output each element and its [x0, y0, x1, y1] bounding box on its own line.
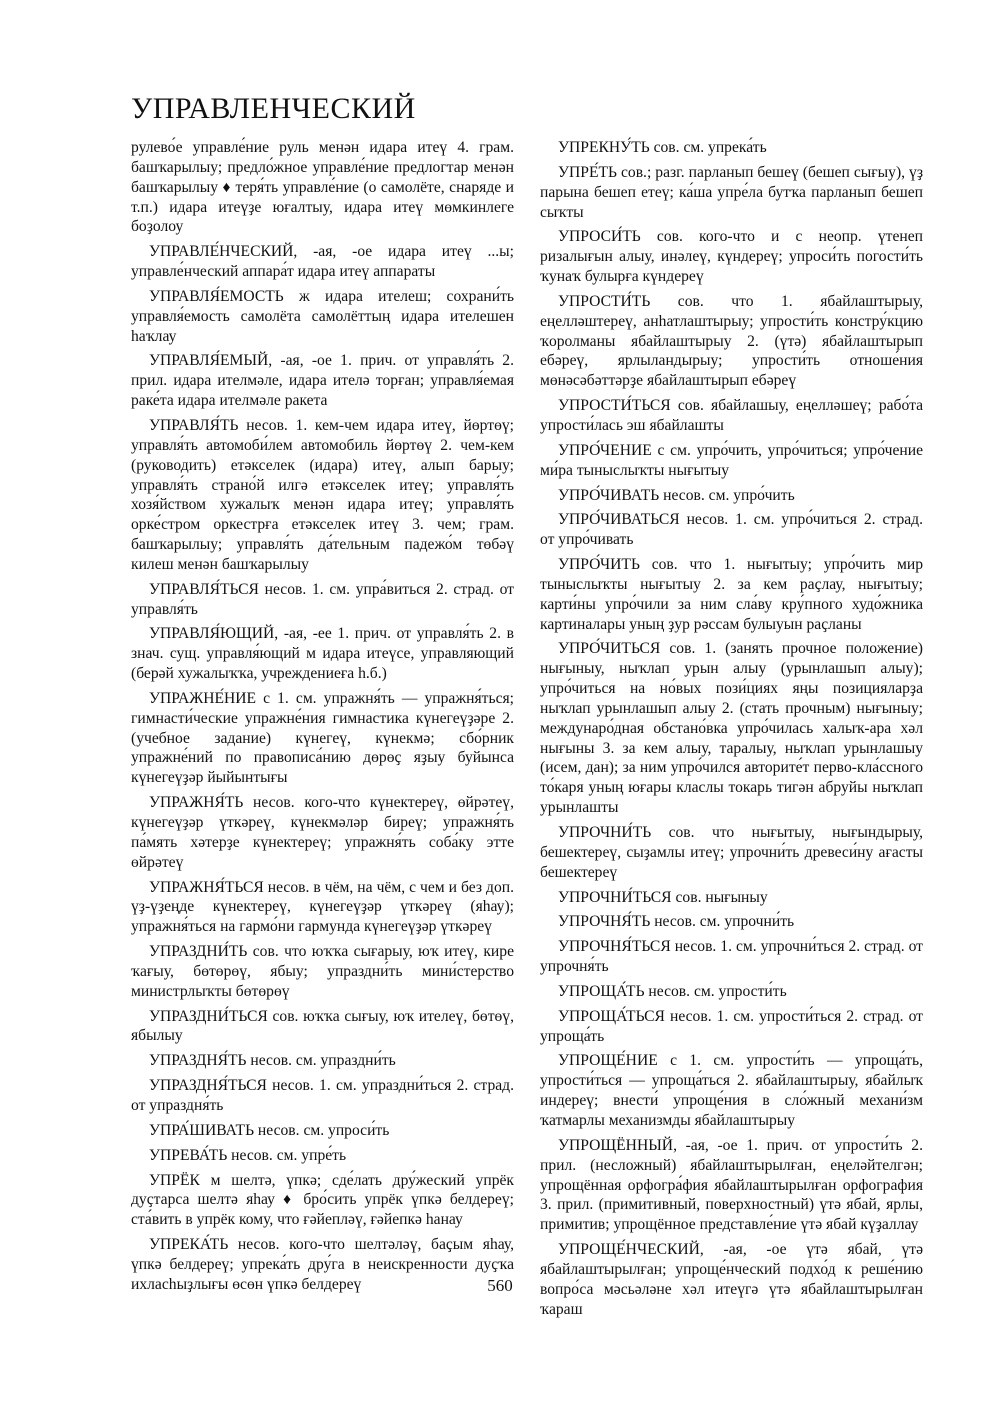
dictionary-entry: УПРА́ШИВАТЬ несов. см. упроси́ть — [149, 1121, 390, 1139]
dictionary-entry: УПРОЧНЯ́ТЬСЯ несов. 1. см. упрочни́ться 2. страд. от упрочня́ть — [540, 938, 923, 976]
dictionary-entry: УПРОЧНЯ́ТЬ несов. см. упрочни́ть — [558, 913, 795, 931]
dictionary-entry: УПРОЧНИ́ТЬ сов. что нығытыу, нығындырыу, бешектереү, сыҙамлы итеү; упрочни́ть древеси́ну ағасты бешектереү — [540, 824, 923, 881]
dictionary-entry: УПРЁК м шелтә, үпкә; сде́лать дру́жеский упрёк дуҫтарса шелтә яһау ♦ бро́сить упрёк үпкә белдереү; ста́вить в упрёк кому, что ғәйепләү, ғәйепкә һанау — [131, 1171, 514, 1229]
dictionary-entry: УПРОСТИ́ТЬ сов. что 1. ябайлаштырыу, еңелләштереү, анһатлаштырыу; упрости́ть констру́кцию ҡоролманы ябайлаштырыу 2. (үтә) ябайлаштырып ебәреү, ярлыландырыу; упрости́ть отноше́ния мөнәсәбәттәрҙе ябайлаштырып ебәреү — [540, 292, 923, 390]
dictionary-entry: УПРАВЛЯ́ЮЩИЙ, -ая, -ее 1. прич. от управля́ть 2. в знач. сущ. управля́ющий м идара итеүсе, управляющий (берәй хужалыҡҡа, учреждениеға һ.б.) — [131, 625, 514, 683]
dictionary-entry: УПРАВЛЯ́ТЬ несов. 1. кем-чем идара итеү, йөртөү; управля́ть автомоби́лем автомобиль йөртөү 2. чем-кем (руководить) етәкселек (идара) итеү, алып барыу; управля́ть страно́й илгә етәкселек итеү; управля́ть хозя́йством хужалыҡ менән идара итеү; управля́ть орке́стром оркестрға етәкселек итеү 3. чем; грам. башҡарылыу; управля́ть да́тельным падежо́м төбәү килеш менән башҡарылыу — [131, 416, 514, 573]
dictionary-entry: УПРО́ЧИВАТЬСЯ несов. 1. см. упро́читься 2. страд. от упро́чивать — [540, 511, 923, 549]
dictionary-entry: УПРАВЛЕ́НЧЕСКИЙ, -ая, -ое идара итеү ...ы; управле́нческий аппара́т идара итеү аппараты — [131, 243, 514, 281]
dictionary-entry: УПРАВЛЯ́ЕМОСТЬ ж идара ителеш; сохрани́ть управля́емость самолёта самолёттың идара ителешен һаҡлау — [131, 287, 514, 345]
dictionary-entry: УПРЕ́ТЬ сов.; разг. парланып бешеү (бешеп сығыу), үҙ парына бешеп етеү; ка́ша упре́ла бутҡа парланып бешеп сыҡты — [540, 163, 923, 221]
dictionary-entry: УПРЕКА́ТЬ несов. кого-что шелтәләү, баҫым яһау, үпкә белдереү; упрека́ть дру́га в неискренности дуҫҡа ихласһыҙлығы өсөн үпкә белдереү — [131, 1236, 514, 1293]
dictionary-entry: УПРАВЛЯ́ЕМЫЙ, -ая, -ое 1. прич. от управля́ть 2. прил. идара ителмәле, идара ителә торған; управля́емая раке́та идара ителмәле ракета — [131, 352, 514, 410]
dictionary-entry: УПРАЖНЯ́ТЬ несов. кого-что күнектереү, өйрәтеү, күнегеүҙәр үткәреү, күнекмәләр биреү; упражня́ть па́мять хәтерҙе күнектереү; упражня́ть соба́ку этте өйрәтеү — [131, 794, 514, 871]
dictionary-entry: УПРАЖНЕ́НИЕ с 1. см. упражня́ть — упражня́ться; гимнасти́ческие упражне́ния гимнастика күнегеүҙәре 2. (учебное задание) күнегеү, күнекмә; сбо́рник упражне́ний по правописа́нию дөрөҫ яҙыу буйынса күнегеүҙәр йыйынтығы — [131, 689, 514, 787]
dictionary-entry: УПРО́ЧИТЬСЯ сов. 1. (занять прочное положение) нығыныу, ныҡлап урын алыу (урынлашып алыу); упро́читься на но́вых пози́циях яңы позицияларҙа ныҡлап урынлашып алыу 2. (стать прочным) нығыныу; междунаро́дная обстано́вка упро́чилась халыҡ-ара хәл нығыны 3. за кем алыу, таралыу, ныҡлап урынлашыу (исем, дан); за ним упро́чился авторите́т перво-кла́ссного то́каря уның юғары класлы токарь тигән абруйы ныҡлап урынлашты — [540, 640, 923, 817]
dictionary-entry: УПРАЗДНИ́ТЬ сов. что юҡҡа сығарыу, юҡ итеү, кире ҡағыу, бөтөрөү, ябыу; упраздни́ть мини́стерство министрлыҡты бөтөрөү — [131, 943, 514, 1000]
dictionary-entry: УПРОСТИ́ТЬСЯ сов. ябайлашыу, еңелләшеү; рабо́та упрости́лась эш ябайлашты — [540, 397, 923, 434]
page-number: 560 — [487, 1276, 513, 1295]
right-column — [540, 138, 923, 1318]
dictionary-entry: рулево́е управле́ние руль менән идара итеү 4. грам. башҡарылыу; предло́жное управле́ние предлогтар менән башҡарылыу ♦ теря́ть управле́ние (о самолёте, снаряде и т.п.) идара итеүҙе юғалтыу, идара итеү мөмкинлеге боҙолоу — [131, 139, 514, 236]
dictionary-entry: УПРАЗДНЯ́ТЬСЯ несов. 1. см. упраздни́ться 2. страд. от упраздня́ть — [131, 1077, 514, 1114]
page-header-title: УПРАВЛЕНЧЕСКИЙ — [131, 92, 416, 125]
dictionary-entry: УПРО́ЧИТЬ сов. что 1. нығытыу; упро́чить мир тыныслыҡты нығытыу 2. за кем раҫлау, нығытыу; карти́ны упро́чили за ним сла́ву кру́пного худо́жника картиналары уның ҙур рәссам булыуын раҫланы — [540, 556, 923, 633]
dictionary-entry: УПРАЖНЯ́ТЬСЯ несов. в чём, на чём, с чем и без доп. үҙ-үҙеңде күнектереү, күнегеүҙәр үткәреү (яһау); упражня́ться на гармо́ни гармунда күнегеүҙәр үткәреү — [131, 878, 514, 936]
dictionary-entry: УПРО́ЧИВАТЬ несов. см. упро́чить — [558, 486, 795, 504]
dictionary-entry: УПРАЗДНИ́ТЬСЯ сов. юҡҡа сығыу, юҡ ителеү, бөтөү, ябылыу — [131, 1007, 514, 1045]
dictionary-entry: УПРОЩЕ́НИЕ с 1. см. упрости́ть — упроща́ть, упрости́ться — упроща́ться 2. ябайлаштырыу, ябайлыҡ индереү; внести́ упроще́ния в сло́жный механи́зм ҡатмарлы механизмды ябайлаштырыу — [540, 1052, 923, 1129]
dictionary-entry: УПРОЩА́ТЬСЯ несов. 1. см. упрости́ться 2. страд. от упроща́ть — [540, 1007, 923, 1045]
dictionary-entry: УПРАЗДНЯ́ТЬ несов. см. упраздни́ть — [149, 1052, 396, 1070]
dictionary-entry: УПРОЩА́ТЬ несов. см. упрости́ть — [558, 982, 787, 1000]
dictionary-entry: УПРОЧНИ́ТЬСЯ сов. нығыныу — [558, 888, 768, 906]
dictionary-entry: УПРЕВА́ТЬ несов. см. упре́ть — [149, 1146, 347, 1164]
dictionary-entry: УПРАВЛЯ́ТЬСЯ несов. 1. см. упра́виться 2. страд. от управля́ть — [131, 580, 514, 618]
dictionary-entry: УПРО́ЧЕНИЕ с см. упро́чить, упро́читься; упро́чение ми́ра тыныслыҡты нығытыу — [540, 441, 923, 479]
dictionary-entry: УПРОЩЕ́НЧЕСКИЙ, -ая, -ое үтә ябай, үтә ябайлаштырылған; упроще́нческий подхо́д к реше́нию вопро́са мәсьәләне хәл итеүгә үтә ябайлаштырылған ҡараш — [540, 1241, 923, 1318]
dictionary-entry: УПРОЩЁННЫЙ, -ая, -ое 1. прич. от упрости́ть 2. прил. (несложный) ябайлаштырылған, еңеләйтелгән; упрощённая орфогра́фия ябайлаштырылған орфография 3. прил. (примитивный, поверхностный) үтә ябай, ярлы, примитив; упрощённое представле́ние үтә ябай күҙаллау — [540, 1136, 923, 1234]
dictionary-entry: УПРЕКНУ́ТЬ сов. см. упрека́ть — [558, 139, 767, 156]
dictionary-entry: УПРОСИ́ТЬ сов. кого-что и с неопр. үтенеп ризалығын алыу, инәлеү, күндереү; упроси́ть погости́ть ҡунаҡ булырға күндереү — [540, 228, 923, 286]
